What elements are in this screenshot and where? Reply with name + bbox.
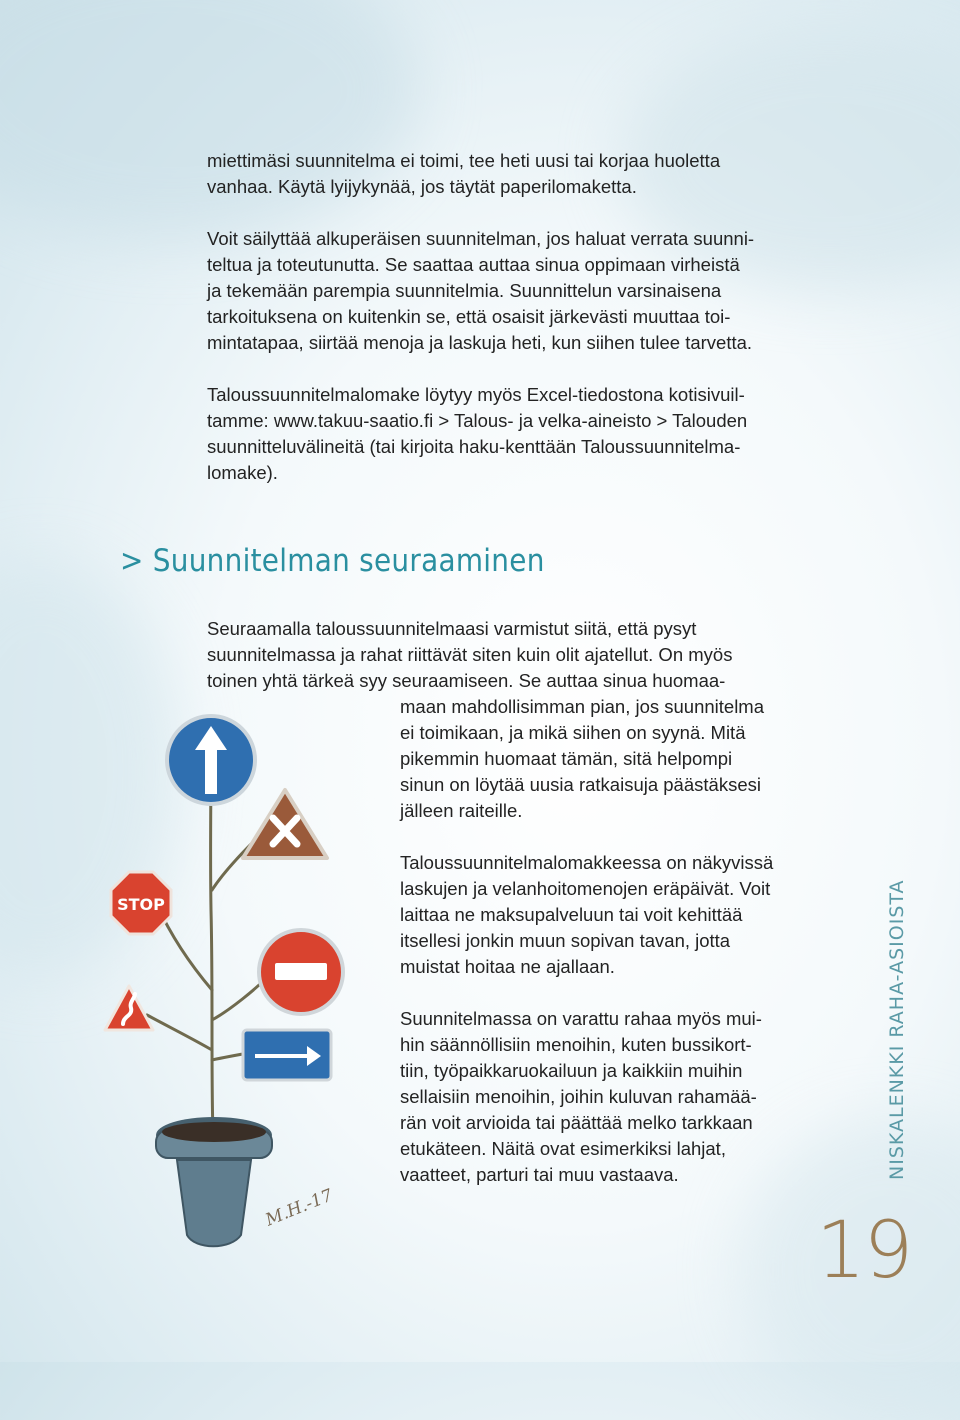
- text-line: laskujen ja velanhoitomenojen eräpäivät. Voit: [400, 878, 771, 899]
- text-line: etukäteen. Näitä ovat esimerkiksi lahjat,: [400, 1138, 726, 1159]
- text-line: ja tekemään parempia suunnitelmia. Suunnittelun varsinaisena: [207, 280, 722, 301]
- text-line: muistat hoitaa ne ajallaan.: [400, 956, 615, 977]
- winding-road-sign-icon: [105, 986, 161, 1030]
- text-line: tamme: www.takuu-saatio.fi > Talous- ja velka-aineisto > Talouden: [207, 410, 748, 431]
- text-line: vaatteet, parturi tai muu vastaava.: [400, 1164, 679, 1185]
- artist-signature: M.H.-17: [262, 1185, 336, 1231]
- arrow-right-sign-icon: [243, 1030, 331, 1080]
- flower-pot-icon: [156, 1117, 272, 1246]
- no-entry-sign-icon: [259, 930, 343, 1014]
- text-line: lomake).: [207, 462, 278, 483]
- intro-paragraph-2: [207, 226, 754, 356]
- x-warning-sign-icon: [243, 790, 327, 858]
- text-line: sinun on löytää uusia ratkaisuja päästäksesi: [400, 774, 761, 795]
- intro-paragraph-1: [207, 148, 720, 200]
- text-line: suunnitteluvälineitä (tai kirjoita haku-kenttään Taloussuunnitelma-: [207, 436, 741, 457]
- text-line: pikemmin huomaat tämän, sitä helpompi: [400, 748, 733, 769]
- text-line: miettimäsi suunnitelma ei toimi, tee heti uusi tai korjaa huoletta: [207, 150, 721, 171]
- section-paragraph-3: [400, 1006, 762, 1188]
- text-line: Seuraamalla taloussuunnitelmaasi varmistut siitä, että pysyt: [207, 618, 697, 639]
- text-line: vanhaa. Käytä lyijykynää, jos täytät paperilomaketta.: [207, 176, 637, 197]
- stop-sign-text: STOP: [117, 895, 165, 914]
- section-paragraph-2: [400, 850, 773, 980]
- page-number: 19: [816, 1206, 912, 1296]
- text-line: sellaisiin menoihin, joihin kuluvan rahamää-: [400, 1086, 757, 1107]
- text-line: tarkoituksena on kuitenkin se, että osaisit järkevästi muuttaa toi-: [207, 306, 731, 327]
- text-line: Suunnitelmassa on varattu rahaa myös mui-: [400, 1008, 762, 1029]
- text-line: mintatapaa, siirtää menoja ja laskuja heti, kun siihen tulee tarvetta.: [207, 332, 753, 353]
- section-paragraph-1-continued: [400, 694, 764, 824]
- text-line: teltua ja toteutunutta. Se saattaa auttaa sinua oppimaan virheistä: [207, 254, 740, 275]
- side-running-title: NISKALENKKI RAHA-ASIOISTA: [886, 879, 908, 1180]
- text-line: itsellesi jonkin muun sopivan tavan, jotta: [400, 930, 731, 951]
- text-line: ei toimikaan, ja mikä siihen on syynä. Mitä: [400, 722, 746, 743]
- text-line: rän voit arvioida tai päättää melko tarkkaan: [400, 1112, 753, 1133]
- text-line: jälleen raiteille.: [400, 800, 523, 821]
- text-line: Voit säilyttää alkuperäisen suunnitelman, jos haluat verrata suunni-: [207, 228, 755, 249]
- text-line: suunnitelmassa ja rahat riittävät siten kuin olit ajatellut. On myös: [207, 644, 733, 665]
- text-line: tiin, työpaikkaruokailuun ja kaikkiin muihin: [400, 1060, 743, 1081]
- text-line: laittaa ne maksupalveluun tai voit kehittää: [400, 904, 743, 925]
- stop-sign-icon: [111, 872, 171, 934]
- text-line: Taloussuunnitelmalomake löytyy myös Excel-tiedostona kotisivuil-: [207, 384, 745, 405]
- arrow-up-sign-icon: [167, 716, 255, 804]
- text-line: maan mahdollisimman pian, jos suunnitelma: [400, 696, 765, 717]
- text-line: Taloussuunnitelmalomakkeessa on näkyvissä: [400, 852, 774, 873]
- road-signs-plant-illustration: [95, 690, 345, 1260]
- background-wash: [0, 0, 420, 240]
- text-line: hin säännöllisiin menoihin, kuten bussikort-: [400, 1034, 752, 1055]
- section-heading: > Suunnitelman seuraaminen: [120, 543, 545, 579]
- section-paragraph-1: [207, 616, 732, 694]
- text-line: toinen yhtä tärkeä syy seuraamiseen. Se auttaa sinua huomaa-: [207, 670, 726, 691]
- intro-paragraph-3: [207, 382, 747, 486]
